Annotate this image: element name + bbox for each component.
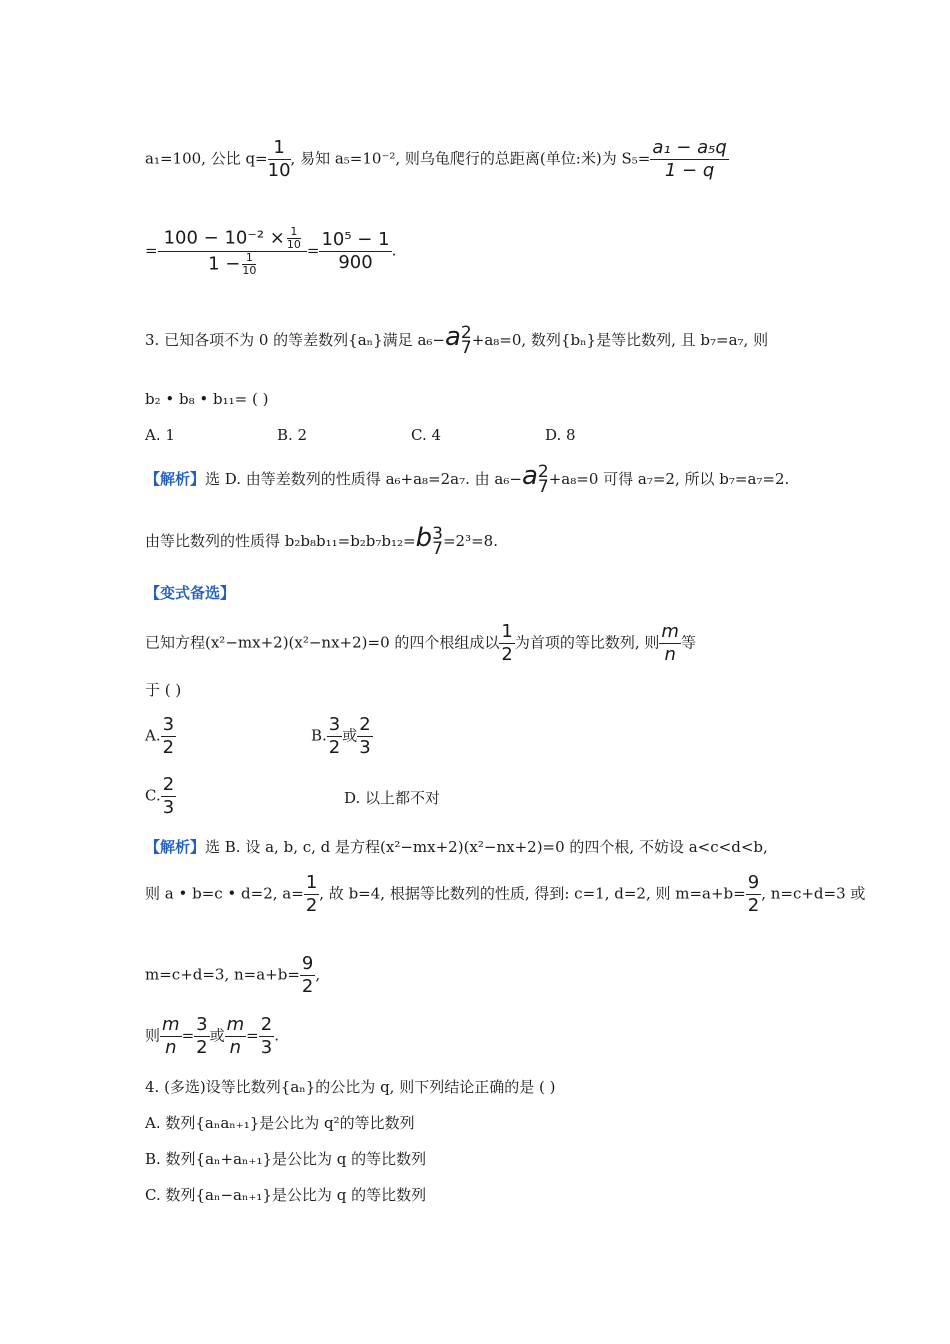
period: .: [274, 1026, 279, 1045]
question-3-option-b: B. 2: [277, 426, 308, 444]
denominator: 3: [359, 737, 371, 758]
fraction: [161, 714, 176, 759]
variant-heading: [145, 583, 235, 603]
fraction-tenth: [242, 252, 256, 277]
denominator: 10: [267, 160, 291, 181]
text: 选 B. 设 a, b, c, d 是方程(x²−mx+2)(x²−nx+2)=0 的四个根, 不妨设 a<c<d<b,: [205, 838, 768, 856]
numerator: 3: [328, 714, 341, 735]
fraction-q: [268, 137, 291, 182]
denominator: 900: [338, 252, 373, 273]
question-4-option-a: A. 数列{aₙaₙ₊₁}是公比为 q²的等比数列: [145, 1114, 415, 1132]
sup-sub: [460, 323, 472, 358]
numerator: 2: [260, 1014, 273, 1035]
denominator: 2: [328, 737, 341, 758]
question-3-line-1: [145, 322, 769, 358]
analysis-tag: 【解析】: [145, 470, 206, 488]
or-text: 或: [342, 726, 358, 745]
numerator: 10⁵ − 1: [321, 229, 390, 250]
denominator: 3: [162, 797, 175, 818]
superscript: 2: [460, 323, 472, 343]
text: 由等比数列的性质得 b₂b₈b₁₁=b₂b₇b₁₂=: [145, 532, 416, 550]
numerator: 1: [501, 621, 513, 642]
variant-option-b: [311, 714, 373, 759]
math-a: a: [521, 461, 538, 491]
numerator: 1: [287, 226, 301, 239]
text: +a₈=0, 数列{bₙ}是等比数列, 且 b₇=a₇, 则: [471, 331, 769, 349]
variant-tag: 【变式备选】: [145, 584, 236, 602]
text: , 故 b=4, 根据等比数列的性质, 得到: c=1, d=2, 则 m=a+b=: [319, 884, 746, 903]
variant-option-d: D. 以上都不对: [344, 789, 441, 807]
denominator: 10: [286, 238, 301, 251]
numerator-text: 100 − 10⁻² ×: [163, 227, 285, 249]
superscript: 3: [432, 524, 443, 544]
denominator: 1 − q: [664, 160, 715, 181]
fraction-result: [319, 229, 391, 274]
fraction: [161, 774, 176, 819]
question-4-option-c: C. 数列{aₙ−aₙ₊₁}是公比为 q 的等比数列: [145, 1186, 427, 1204]
period: .: [391, 241, 397, 260]
denominator: 2: [162, 737, 175, 758]
math-a: a: [444, 322, 461, 352]
solution-variant-line-2: [145, 872, 865, 917]
denominator: 2: [747, 895, 760, 916]
denominator: 2: [305, 895, 318, 916]
denominator: 2: [501, 644, 513, 665]
fraction-big: [158, 226, 307, 277]
text: m=c+d=3, n=a+b=: [145, 965, 300, 984]
text: =2³=8.: [442, 532, 498, 550]
fraction: [225, 1014, 247, 1059]
label: B.: [311, 726, 327, 745]
superscript: 2: [537, 462, 549, 482]
denominator: 2: [301, 976, 314, 997]
denominator: 2: [196, 1037, 208, 1058]
variant-line-2: 于 ( ): [145, 681, 182, 699]
fraction: [160, 1014, 182, 1059]
label: C.: [145, 786, 161, 805]
numerator: 3: [196, 1014, 208, 1035]
fraction: [357, 714, 372, 759]
fraction-m-n: [659, 621, 681, 666]
analysis-tag: 【解析】: [145, 838, 206, 856]
question-3-option-a: A. 1: [145, 426, 175, 444]
text: , n=c+d=3 或: [761, 884, 866, 903]
question-4-stem: 4. (多选)设等比数列{aₙ}的公比为 q, 则下列结论正确的是 ( ): [145, 1078, 556, 1096]
equals: =: [306, 241, 320, 260]
sup-sub: [537, 462, 549, 497]
numerator: 2: [359, 714, 371, 735]
numerator: a₁ − a₅q: [652, 137, 727, 158]
text: 则 a • b=c • d=2, a=: [145, 884, 304, 903]
solution-variant-line-4: [145, 1014, 279, 1059]
fraction-s5: [650, 137, 728, 182]
math-b: b: [415, 523, 433, 553]
variant-option-c: [145, 774, 176, 819]
numerator: 1: [305, 872, 318, 893]
text: a₁=100, 公比 q=: [145, 149, 268, 168]
denominator: n: [229, 1037, 242, 1058]
question-3-option-c: C. 4: [411, 426, 442, 444]
equals: =: [181, 1026, 195, 1045]
question-4-option-b: B. 数列{aₙ+aₙ₊₁}是公比为 q 的等比数列: [145, 1150, 427, 1168]
subscript: 7: [460, 338, 472, 358]
numerator: m: [661, 621, 679, 642]
solution-2-line-2: [145, 226, 396, 277]
fraction: [194, 1014, 209, 1059]
fraction: [746, 872, 761, 917]
fraction-tenth: [287, 226, 301, 251]
solution-2-line-1: [145, 137, 729, 182]
text: 为首项的等比数列, 则: [514, 633, 660, 652]
denominator: n: [165, 1037, 177, 1058]
text: 3. 已知各项不为 0 的等差数列{aₙ}满足 a₆−: [145, 331, 445, 349]
question-3-line-2: b₂ • b₈ • b₁₁= ( ): [145, 390, 269, 408]
sup-sub: [432, 524, 443, 559]
label: A.: [145, 726, 161, 745]
fraction: [327, 714, 342, 759]
text: 则: [145, 1026, 161, 1045]
or-text: 或: [209, 1026, 225, 1045]
text: 已知方程(x²−mx+2)(x²−nx+2)=0 的四个根组成以: [145, 633, 500, 652]
numerator: 1: [242, 252, 256, 265]
fraction-half: [499, 621, 514, 666]
text: 选 D. 由等差数列的性质得 a₆+a₈=2a₇. 由 a₆−: [205, 470, 522, 488]
solution-variant-line-3: [145, 953, 320, 998]
fraction: [259, 1014, 274, 1059]
variant-option-a: [145, 714, 176, 759]
numerator: m: [226, 1014, 245, 1035]
numerator: 9: [301, 953, 314, 974]
numerator: 9: [747, 872, 760, 893]
text: 等: [680, 633, 696, 652]
numerator: 1: [273, 137, 285, 158]
denominator: 3: [260, 1037, 273, 1058]
fraction: [300, 953, 315, 998]
fraction: [304, 872, 319, 917]
text: , 易知 a₅=10⁻², 则乌龟爬行的总距离(单位:米)为 S₅=: [290, 149, 651, 168]
equals: =: [145, 241, 158, 260]
question-3-option-d: D. 8: [545, 426, 576, 444]
numerator: 2: [162, 774, 175, 795]
equals: =: [246, 1026, 259, 1045]
text: ,: [315, 965, 321, 984]
numerator: m: [162, 1014, 180, 1035]
numerator: 3: [162, 714, 175, 735]
solution-3-line-2: [145, 523, 498, 559]
text: +a₈=0 可得 a₇=2, 所以 b₇=a₇=2.: [548, 470, 790, 488]
solution-3-line-1: [145, 461, 790, 497]
denominator: 10: [242, 264, 257, 277]
subscript: 7: [537, 477, 549, 497]
subscript: 7: [432, 539, 443, 559]
variant-line-1: [145, 621, 696, 666]
denominator-text: 1 −: [208, 253, 241, 275]
solution-variant-line-1: [145, 837, 768, 857]
denominator: n: [664, 644, 676, 665]
